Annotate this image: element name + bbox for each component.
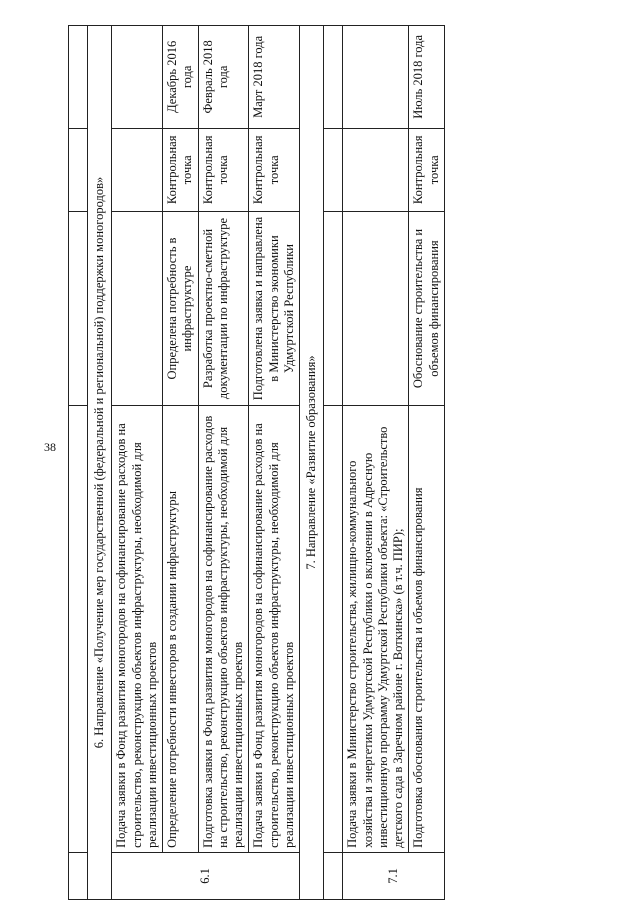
activity-table <box>68 25 445 900</box>
result-cell: Определена потребность в инфраструктуре <box>163 211 199 405</box>
date-cell: Декабрь 2016 года <box>163 26 199 129</box>
table-row <box>324 26 343 900</box>
date-cell: Март 2018 года <box>249 26 300 129</box>
type-cell: Контрольная точка <box>249 128 300 211</box>
section-7-header <box>300 26 324 900</box>
table-top-row <box>69 26 88 900</box>
item-number: 6.1 <box>112 852 300 899</box>
section-6-header <box>88 26 112 900</box>
page-number: 38 <box>44 440 56 454</box>
main-activity: Подача заявки в Министерство строительства, жилищно-коммунального хозяйства и энергетики Удмуртской Республики о включении в Адресную инвестиционную программу Удмуртской Республики объекта: «Строительство детского сада в Заречном районе г. Воткинска» (в т.ч. ПИР); <box>343 406 409 853</box>
date-cell: Июль 2018 года <box>409 26 445 129</box>
result-cell: Подготовлена заявка и направлена в Министерство экономики Удмуртской Республики <box>249 211 300 405</box>
table-row <box>343 26 409 900</box>
activity-cell: Подготовка заявки в Фонд развития моногородов на софинансирование расходов на строительство, реконструкцию объектов инфраструктуры, необходимой для реализации инвестиционных проектов <box>198 406 249 853</box>
activity-cell: Подготовка обоснования строительства и объемов финансирования <box>409 406 445 853</box>
table-row <box>163 26 199 900</box>
type-cell: Контрольная точка <box>198 128 249 211</box>
main-activity: Подача заявки в Фонд развития моногородов на софинансирование расходов на строительство, реконструкцию объектов инфраструктуры, необходимой для реализации инвестиционных проектов <box>112 406 163 853</box>
activity-cell: Определение потребности инвесторов в создании инфраструктуры <box>163 406 199 853</box>
activity-cell: Подача заявки в Фонд развития моногородов на софинансирование расходов на строительство, реконструкцию объектов инфраструктуры, необходимой для реализации инвестиционных проектов <box>249 406 300 853</box>
section-7-title: 7. Направление «Развитие образования» <box>300 26 324 900</box>
item-number: 7.1 <box>343 852 445 899</box>
table-row <box>409 26 445 900</box>
type-cell: Контрольная точка <box>409 128 445 211</box>
table-row <box>112 26 163 900</box>
result-cell: Обоснование строительства и объемов финансирования <box>409 211 445 405</box>
result-cell: Разработка проектно-сметной документации по инфраструктуре <box>198 211 249 405</box>
type-cell: Контрольная точка <box>163 128 199 211</box>
table-row <box>198 26 249 900</box>
table-row <box>249 26 300 900</box>
date-cell: Февраль 2018 года <box>198 26 249 129</box>
section-6-title: 6. Направление «Получение мер государственной (федеральной и региональной) поддержки моногородов» <box>88 26 112 900</box>
